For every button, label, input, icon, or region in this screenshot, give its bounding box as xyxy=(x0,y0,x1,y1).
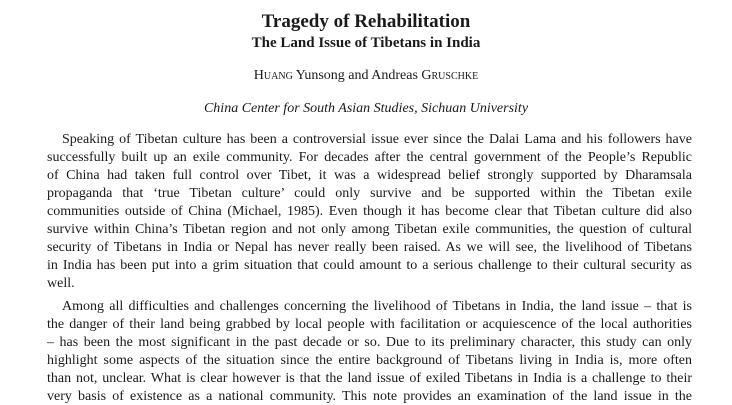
paragraph-line: well. xyxy=(47,276,75,291)
author-2-surname: Gruschke xyxy=(421,68,479,83)
paragraph-line: propaganda that ‘true Tibetan culture’ could only survive and be supported within the Tibetan exile xyxy=(47,186,692,201)
paragraph-line: successfully built up an exile community. For decades after the central government of the People’s Republic xyxy=(47,150,692,165)
author-connector: and xyxy=(348,68,369,83)
paper-subtitle: The Land Issue of Tibetans in India xyxy=(251,35,481,51)
paragraph-line: than not, unclear. What is clear however is that the land issue of exiled Tibetans in India is a challenge to their xyxy=(47,371,692,386)
paragraph-line: the danger of their land being grabbed by local people with facilitation or acquiescence of the local authorities xyxy=(47,317,692,332)
paragraph-line: very basis of existence as a national community. This note provides an examination of the land issue in the xyxy=(47,389,692,404)
paragraph-line: survive within China’s Tibetan region and not only among Tibetan exile communities, the question of cultural xyxy=(47,222,692,237)
author-1-given: Yunsong xyxy=(295,68,345,83)
author-line xyxy=(0,67,732,84)
paragraph-line: Among all difficulties and challenges concerning the livelihood of Tibetans in India, the land issue – that is xyxy=(62,299,692,314)
paragraph-line: in India has been put into a grim situation that could amount to a serious challenge to their cultural security as xyxy=(47,258,692,273)
paragraph-line: highlight some aspects of the situation since the entire background of Tibetans living in India is, more often xyxy=(47,353,692,368)
paragraph-line: of China had taken full control over Tibet, it was a widespread belief strongly supported by Dharamsala xyxy=(47,168,692,183)
paper-title: Tragedy of Rehabilitation xyxy=(261,11,471,32)
paragraph-line: Speaking of Tibetan culture has been a controversial issue ever since the Dalai Lama and his followers have xyxy=(62,132,692,147)
author-affiliation: China Center for South Asian Studies, Sichuan University xyxy=(203,101,529,116)
paragraph-line: – has been the most significant in the past decade or so. Due to its preliminary character, this study can only xyxy=(47,335,692,350)
paragraph-line: security of Tibetans in India or Nepal has never really been raised. As we will see, the livelihood of Tibetans xyxy=(47,240,692,255)
author-2-given: Andreas xyxy=(371,68,418,83)
paragraph-line: communities outside of China (Michael, 1985). Even though it has become clear that Tibetan culture did also xyxy=(47,204,692,219)
author-1-surname: Huang xyxy=(253,68,293,83)
